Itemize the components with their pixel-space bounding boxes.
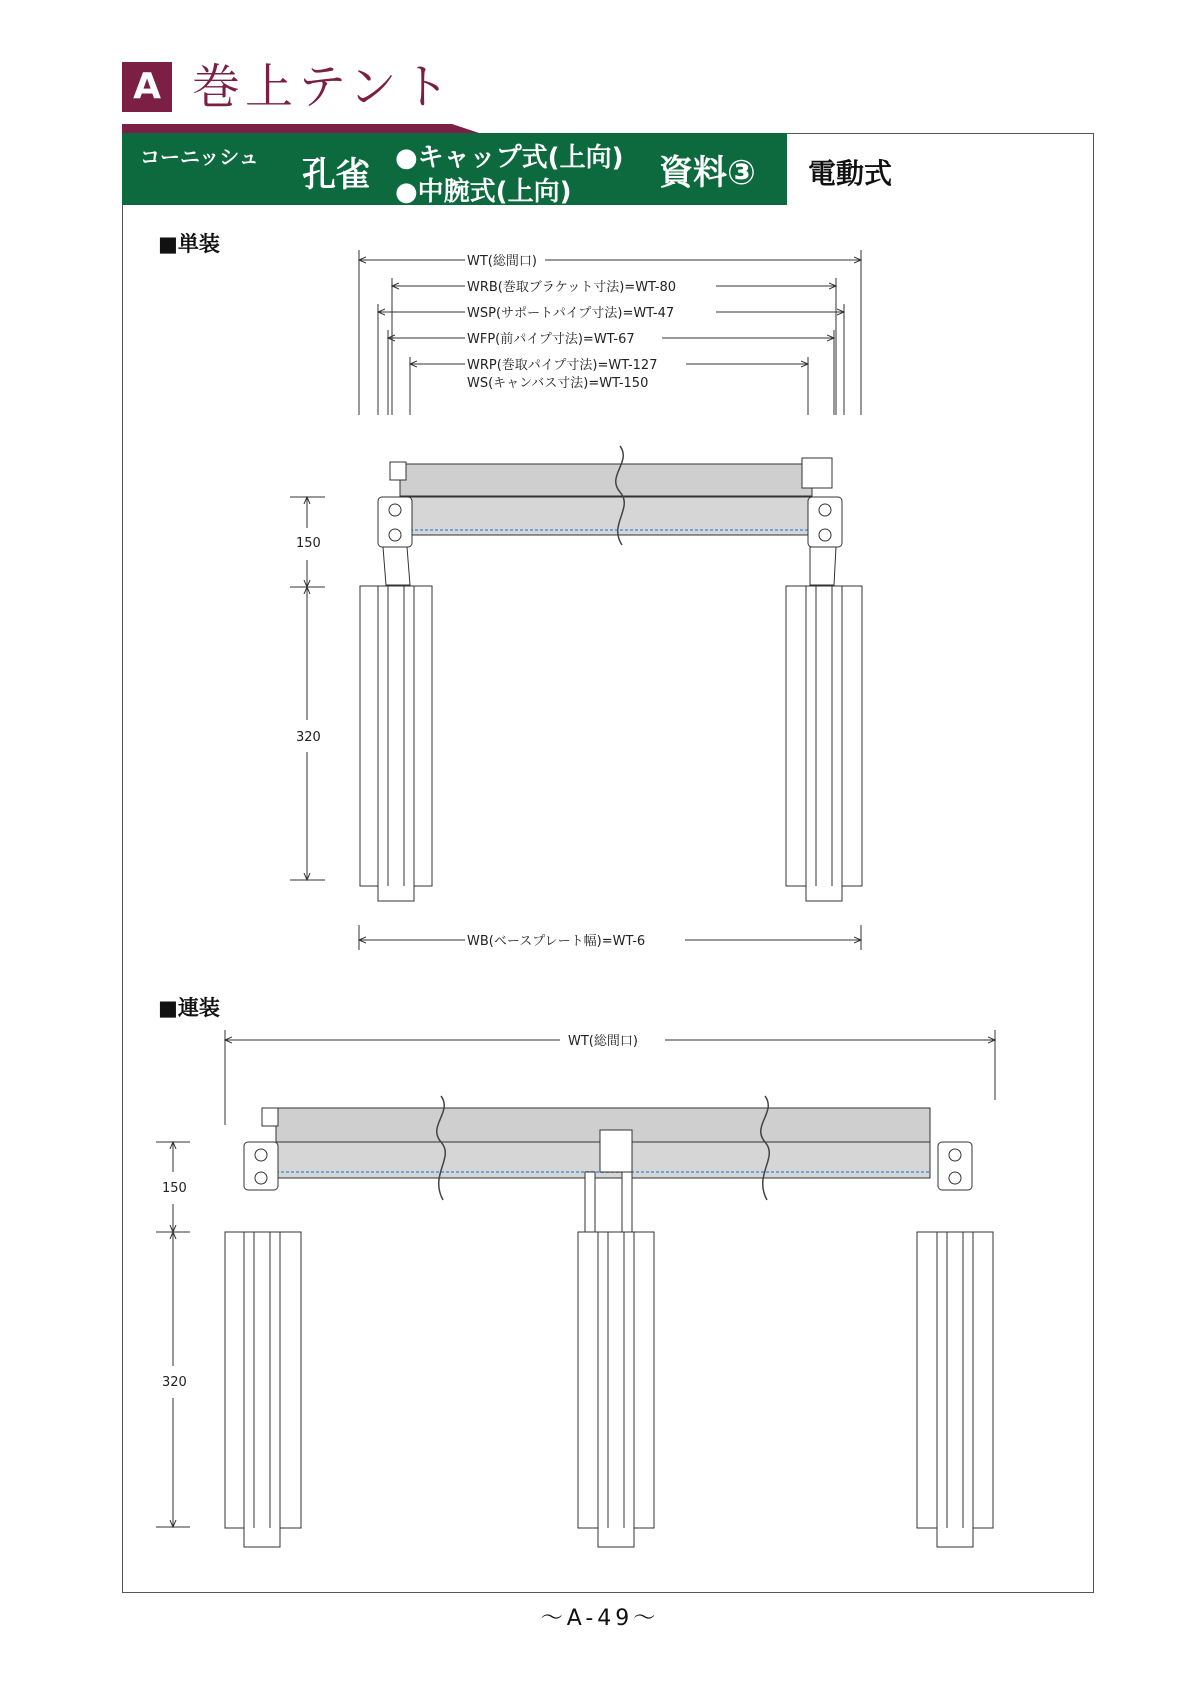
series-name: コーニッシュ	[140, 145, 259, 169]
section-title: 巻上テント	[192, 59, 455, 115]
type-middle-arm: ●中腕式(上向)	[395, 177, 572, 207]
multi-center-column	[578, 1172, 654, 1547]
dim-wrp: WRP(巻取パイプ寸法)=WT-127	[467, 358, 658, 373]
page-number: ～A-49～	[540, 1606, 660, 1631]
model-name: 孔雀	[302, 155, 370, 195]
single-install-label: ■単装	[158, 232, 220, 256]
dim-wrb: WRB(巻取ブラケット寸法)=WT-80	[467, 280, 677, 295]
multi-right-column	[917, 1142, 993, 1547]
multi-roller-assembly	[262, 1096, 930, 1200]
type-cap: ●キャップ式(上向)	[395, 143, 624, 173]
dim-wb: WB(ベースプレート幅)=WT-6	[467, 934, 646, 949]
multi-left-column	[225, 1142, 301, 1547]
dim-ws: WS(キャンバス寸法)=WT-150	[467, 376, 649, 391]
dim-wfp: WFP(前パイプ寸法)=WT-67	[467, 332, 635, 347]
document-label: 資料③	[659, 153, 756, 193]
dim-wt: WT(総間口)	[467, 254, 537, 269]
multi-dim-height-320: 320	[162, 1375, 187, 1390]
multi-dim-height-150: 150	[162, 1181, 187, 1196]
multi-dim-wt: WT(総間口)	[568, 1034, 638, 1049]
section-letter-badge: A	[122, 62, 172, 112]
dim-wsp: WSP(サポートパイプ寸法)=WT-47	[467, 306, 675, 321]
multi-install-label: ■連装	[158, 996, 220, 1020]
dim-height-150: 150	[296, 536, 321, 551]
drive-type: 電動式	[808, 157, 893, 190]
dim-height-320: 320	[296, 730, 321, 745]
